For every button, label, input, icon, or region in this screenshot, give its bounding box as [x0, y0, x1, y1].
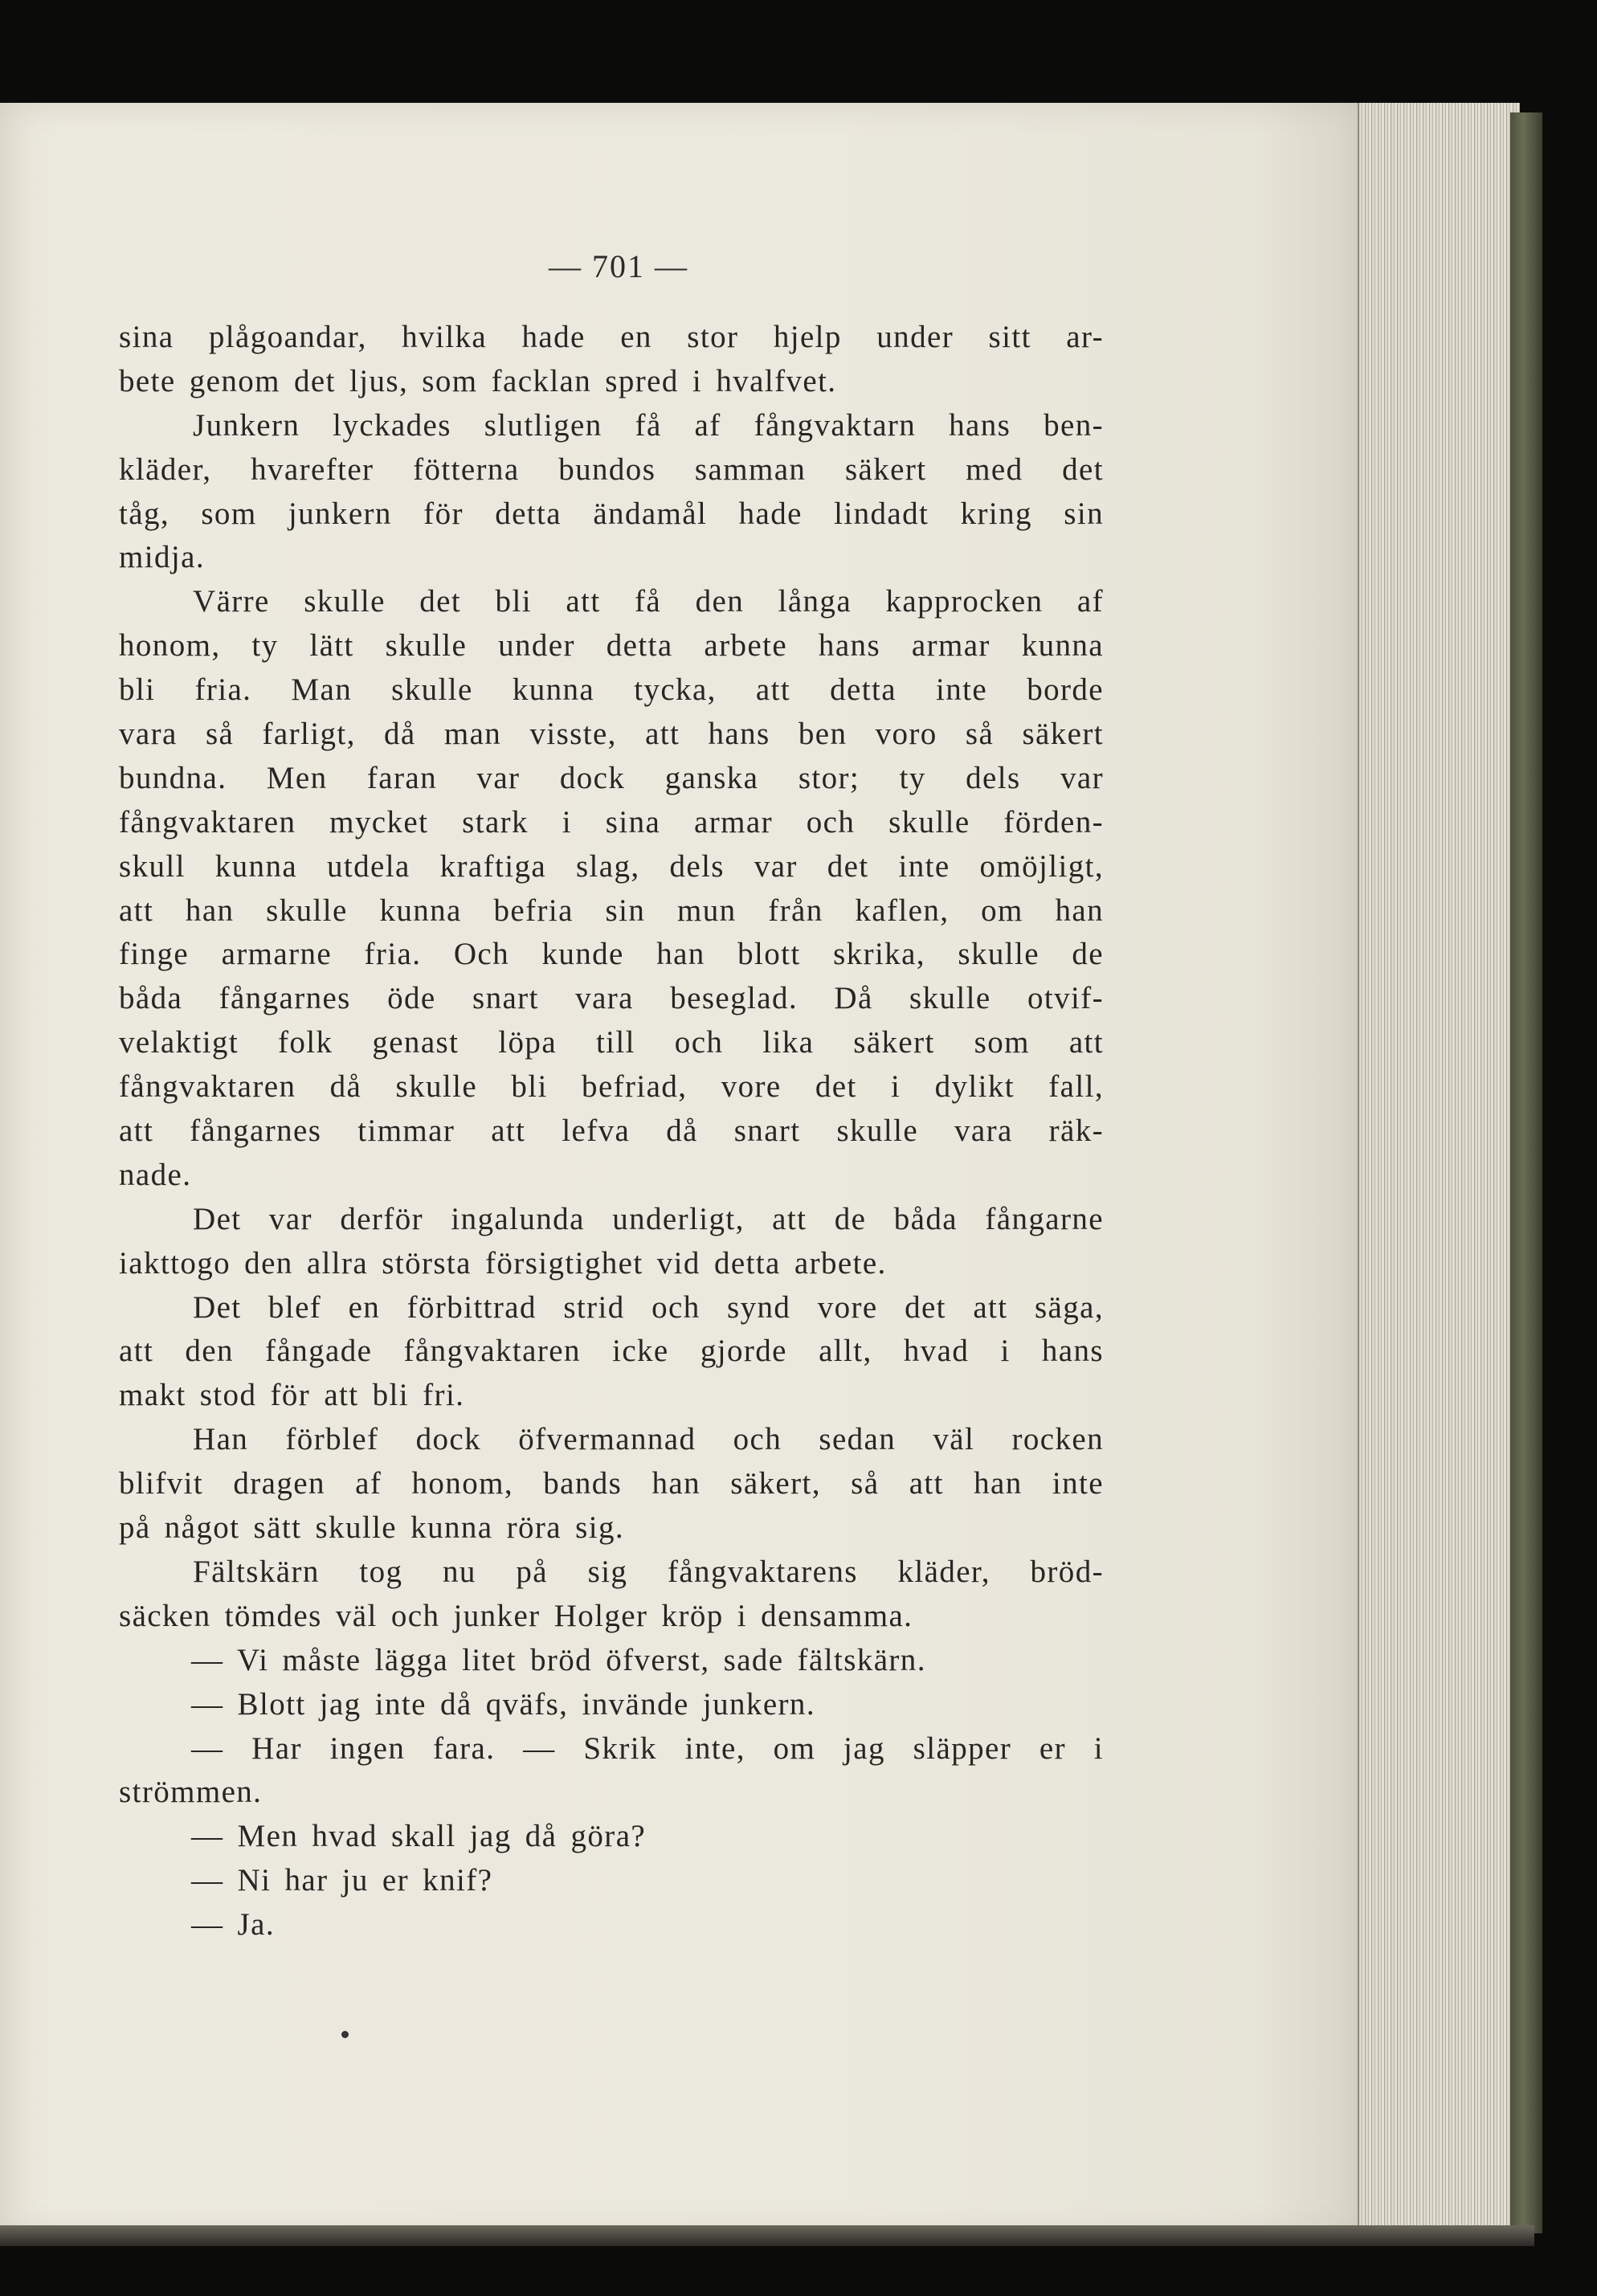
- text-line: bete genom det ljus, som facklan spred i hvalfvet.: [119, 363, 837, 398]
- text-line: på något sätt skulle kunna röra sig.: [119, 1510, 625, 1546]
- text-line: Fältskärn tog nu på sig fångvaktarens kläder, bröd-: [193, 1554, 1104, 1589]
- text-line: strömmen.: [119, 1775, 263, 1810]
- ink-speck: [341, 2031, 349, 2038]
- text-line: fångvaktaren då skulle bli befriad, vore det i dylikt fall,: [119, 1069, 1104, 1105]
- text-line: tåg, som junkern för detta ändamål hade lindadt kring sin: [119, 496, 1104, 531]
- text-line: — Vi måste lägga litet bröd öfverst, sade fältskärn.: [191, 1642, 926, 1677]
- text-line: iakttogo den allra största försigtighet vid detta arbete.: [119, 1245, 887, 1281]
- text-line: midja.: [119, 540, 205, 575]
- text-line: Värre skulle det bli att få den långa kapprocken af: [193, 584, 1104, 619]
- text-line: bli fria. Man skulle kunna tycka, att detta inte borde: [119, 672, 1104, 708]
- text-line: säcken tömdes väl och junker Holger kröp i densamma.: [119, 1598, 913, 1633]
- text-line: honom, ty lätt skulle under detta arbete hans armar kunna: [119, 628, 1104, 664]
- page-number: — 701 —: [549, 248, 688, 284]
- text-line: Han förblef dock öfvermannad och sedan väl rocken: [193, 1422, 1104, 1457]
- text-line: Junkern lyckades slutligen få af fångvaktarn hans ben-: [193, 407, 1104, 443]
- book-bottom-edge: [0, 2225, 1534, 2246]
- text-line: finge armarne fria. Och kunde han blott skrika, skulle de: [119, 937, 1104, 972]
- text-line: att fångarnes timmar att lefva då snart skulle vara räk-: [119, 1113, 1104, 1149]
- text-line: — Ni har ju er knif?: [191, 1863, 493, 1898]
- text-line: sina plågoandar, hvilka hade en stor hjelp under sitt ar-: [119, 320, 1104, 354]
- text-line: skull kunna utdela kraftiga slag, dels var det inte omöjligt,: [119, 848, 1104, 884]
- text-line: att den fångade fångvaktaren icke gjorde allt, hvad i hans: [119, 1334, 1104, 1369]
- text-line: — Ja.: [191, 1907, 275, 1943]
- text-line: fångvaktaren mycket stark i sina armar och skulle förden-: [119, 804, 1104, 840]
- text-line: Det var derför ingalunda underligt, att de båda fångarne: [193, 1201, 1104, 1236]
- text-line: makt stod för att bli fri.: [119, 1378, 465, 1413]
- text-line: bundna. Men faran var dock ganska stor; ty dels var: [119, 760, 1104, 795]
- text-line: nade.: [119, 1157, 192, 1192]
- page-edges: [1358, 103, 1520, 2232]
- text-line: velaktigt folk genast löpa till och lika säkert som att: [119, 1025, 1104, 1060]
- body-text: [119, 316, 1104, 1947]
- text-line: kläder, hvarefter fötterna bundos samman säkert med det: [119, 451, 1104, 487]
- text-line: — Men hvad skall jag då göra?: [191, 1819, 647, 1854]
- text-line: — Blott jag inte då qväfs, invände junkern.: [191, 1686, 815, 1722]
- text-line: att han skulle kunna befria sin mun från kaflen, om han: [119, 893, 1104, 928]
- text-line: blifvit dragen af honom, bands han säkert, så att han inte: [119, 1466, 1104, 1501]
- text-line: Det blef en förbittrad strid och synd vore det att säga,: [193, 1289, 1104, 1325]
- text-line: — Har ingen fara. — Skrik inte, om jag släpper er i: [191, 1730, 1104, 1766]
- book-cover-edge: [1510, 112, 1542, 2233]
- text-line: vara så farligt, då man visste, att hans ben voro så säkert: [119, 717, 1104, 752]
- text-line: båda fångarnes öde snart vara beseglad. Då skulle otvif-: [119, 981, 1104, 1016]
